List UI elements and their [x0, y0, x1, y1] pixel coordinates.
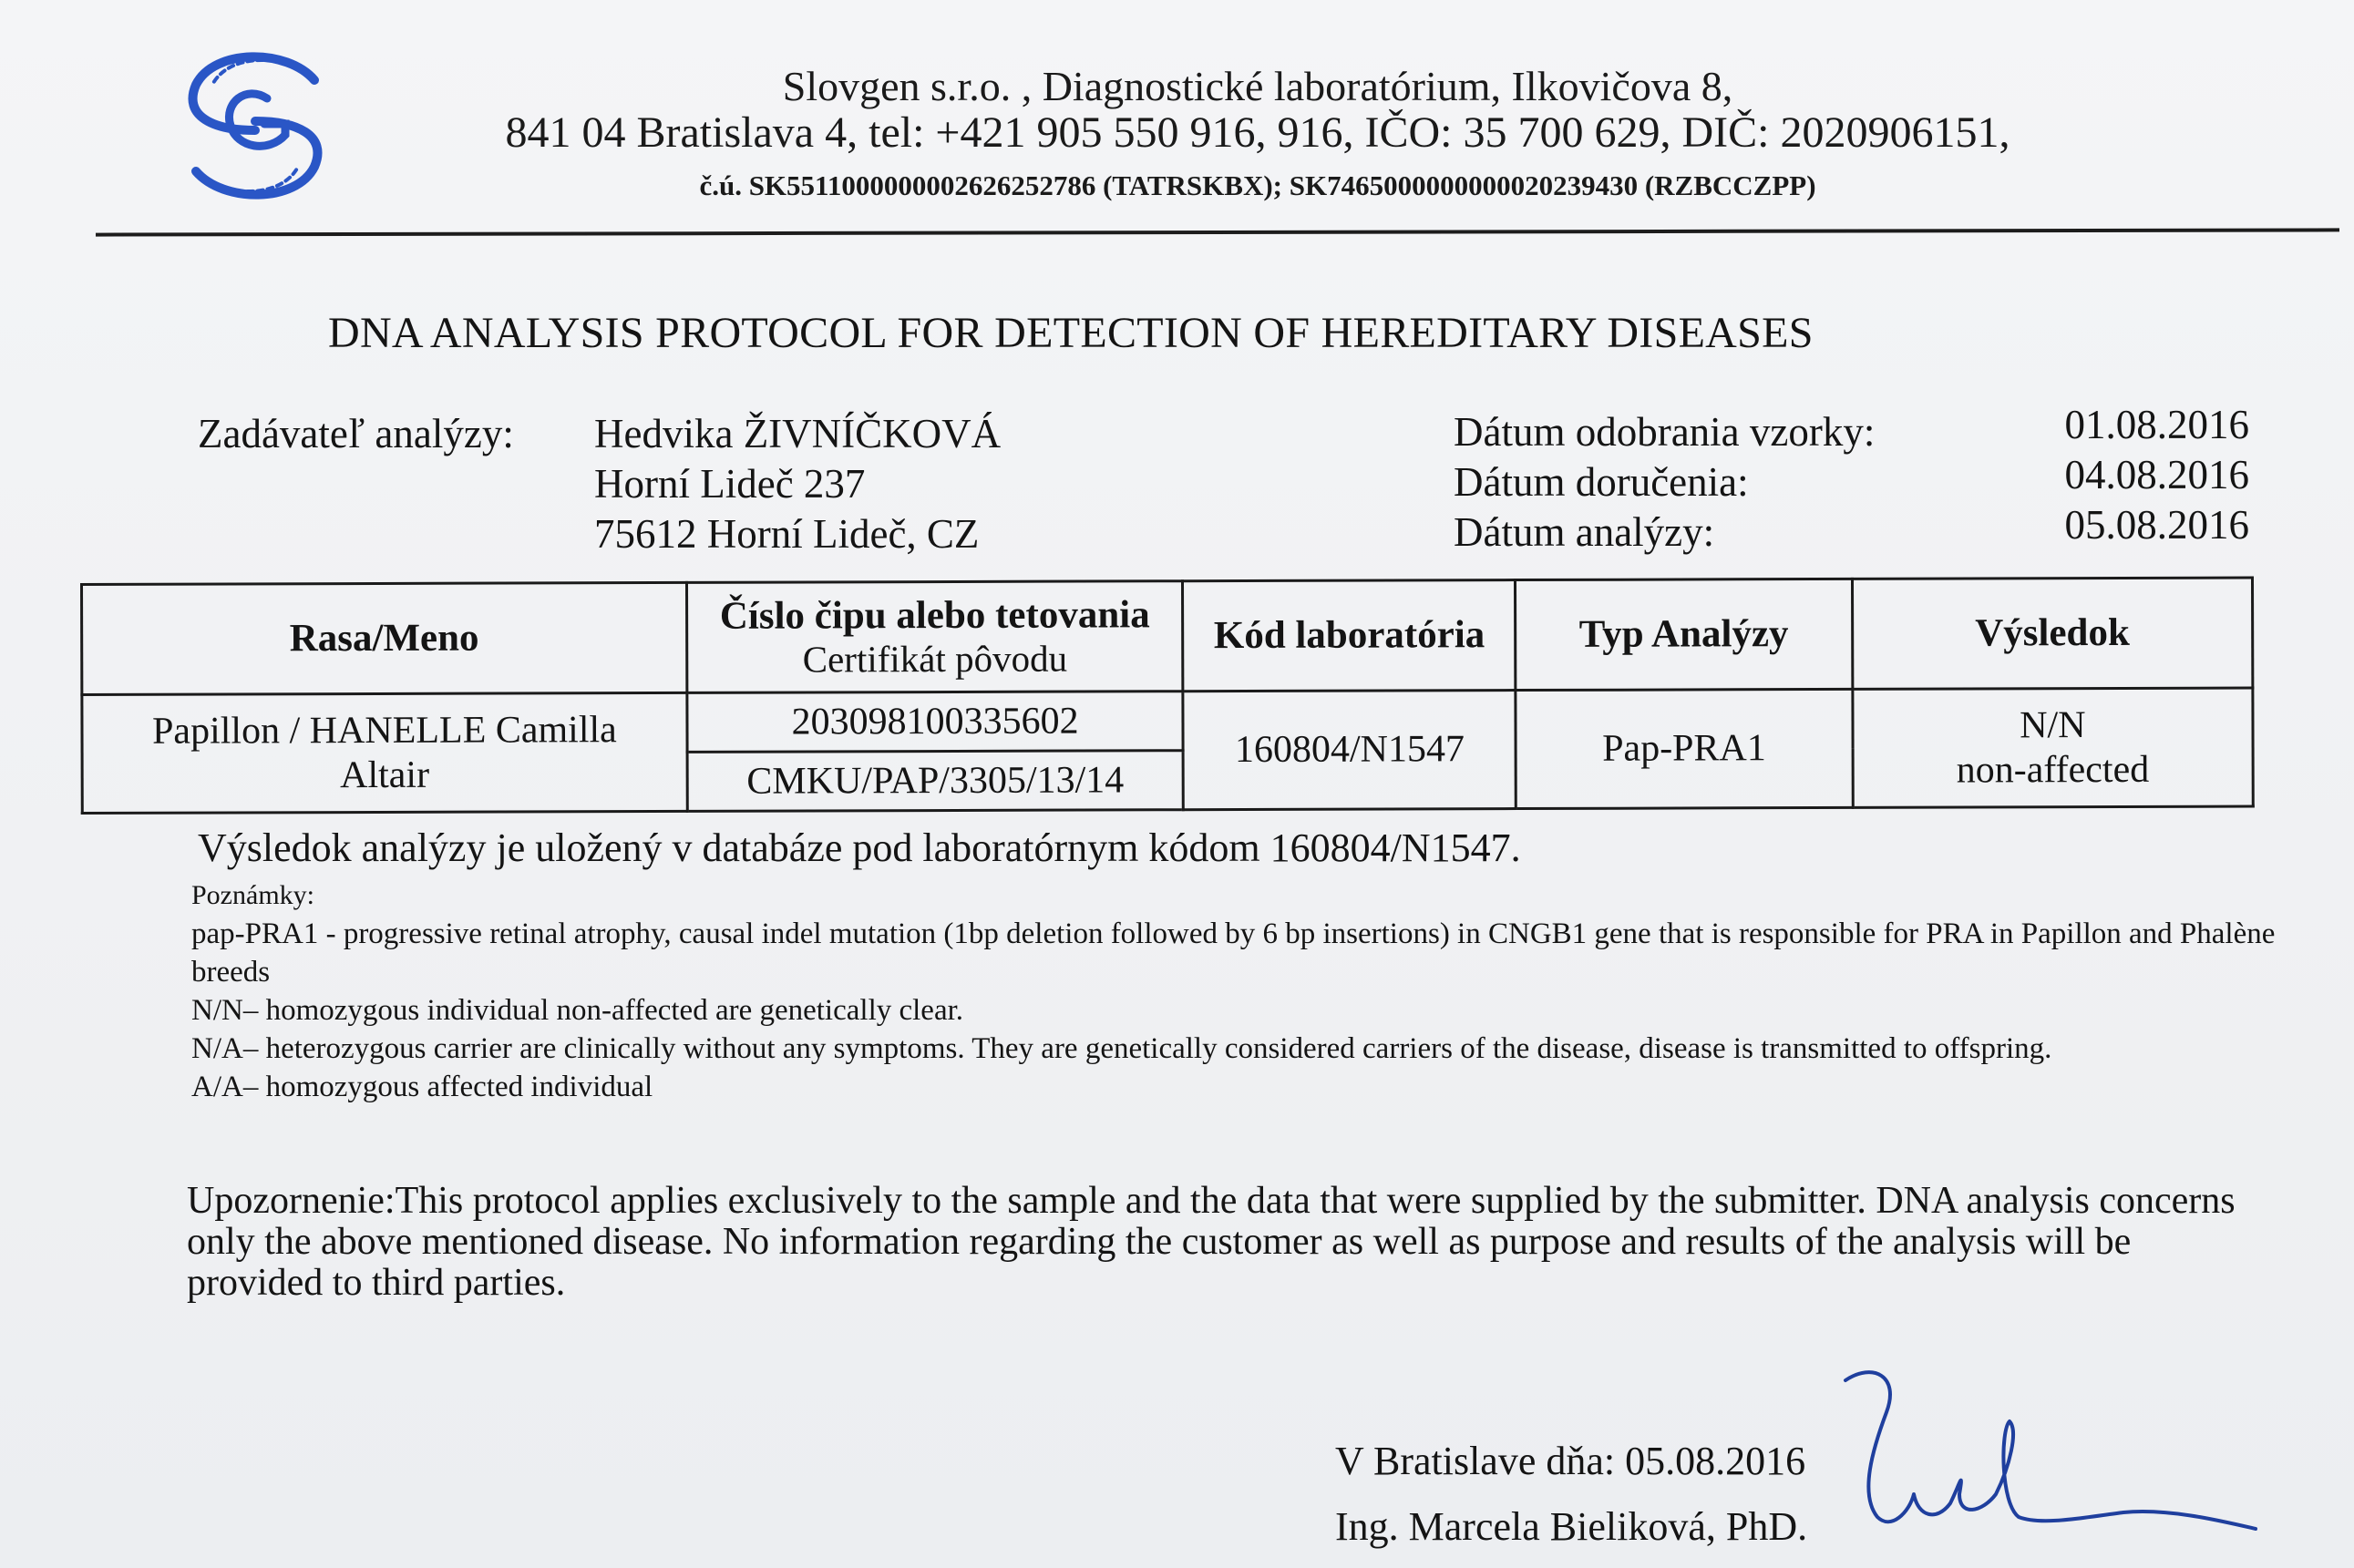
- document-title: DNA ANALYSIS PROTOCOL FOR DETECTION OF HEREDITARY DISEASES: [328, 309, 1814, 357]
- header-certificate-label: Certifikát pôvodu: [802, 637, 1068, 681]
- header-chip-label: Číslo čipu alebo tetovania: [719, 593, 1150, 638]
- cell-chip-number: 203098100335602: [687, 692, 1184, 753]
- header-analysis-type: Typ Analýzy: [1516, 579, 1853, 690]
- database-storage-note: Výsledok analýzy je uložený v databáze pod laboratórnym kódom 160804/N1547.: [198, 825, 1521, 870]
- result-text: non-affected: [1956, 748, 2150, 792]
- note-nn: N/N– homozygous individual non-affected are genetically clear.: [191, 994, 964, 1027]
- sample-date-value: 01.08.2016: [2064, 402, 2249, 447]
- submitter-city: 75612 Horní Lideč, CZ: [594, 511, 980, 557]
- delivery-date-value: 04.08.2016: [2064, 452, 2249, 497]
- cell-analysis-type: Pap-PRA1: [1516, 689, 1853, 808]
- analysis-date-label: Dátum analýzy:: [1454, 509, 1715, 555]
- breed-name-line-1: Papillon / HANELLE Camilla: [151, 709, 617, 753]
- disclaimer-notice: Upozornenie:This protocol applies exclusively to the sample and the data that were supplied by the submitter. DNA analysis concerns only the above mentioned disease. No information regarding the customer as well as purpose and results of the analysis will be provided to third parties.: [187, 1180, 2236, 1304]
- handwritten-signature: [1823, 1358, 2278, 1540]
- header-divider: [96, 228, 2339, 236]
- results-table: [80, 577, 2255, 815]
- cell-result: [1853, 688, 2254, 807]
- delivery-date-label: Dátum doručenia:: [1454, 459, 1749, 505]
- place-and-date: V Bratislave dňa: 05.08.2016: [1335, 1439, 1806, 1483]
- submitter-label: Zadávateľ analýzy:: [198, 411, 514, 456]
- header-breed-name: Rasa/Meno: [82, 582, 687, 694]
- note-pra1: pap-PRA1 - progressive retinal atrophy, causal indel mutation (1bp deletion followed by 6 bp insertions) in CNGB1 gene that is responsible for PRA in Papillon and Phalène breeds: [191, 917, 2276, 989]
- bank-accounts-line: č.ú. SK5511000000002626252786 (TATRSKBX); SK7465000000000020239430 (RZBCCZPP): [699, 169, 1816, 201]
- lab-address-line-1: Slovgen s.r.o. , Diagnostické laboratórium, Ilkovičova 8,: [782, 63, 1733, 109]
- note-na: N/A– heterozygous carrier are clinically without any symptoms. They are genetically considered carriers of the disease, disease is transmitted to offspring.: [191, 1032, 2052, 1065]
- table-row: [82, 688, 2253, 753]
- table-header-row: [82, 578, 2253, 694]
- cell-certificate: CMKU/PAP/3305/13/14: [687, 751, 1184, 812]
- header-result: Výsledok: [1852, 578, 2253, 689]
- submitter-name: Hedvika ŽIVNÍČKOVÁ: [594, 411, 1002, 456]
- lab-address-line-2: 841 04 Bratislava 4, tel: +421 905 550 916, 916, IČO: 35 700 629, DIČ: 2020906151,: [505, 108, 2010, 157]
- notes-heading: Poznámky:: [191, 880, 314, 910]
- slovgen-logo: [178, 44, 333, 208]
- breed-name-line-2: Altair: [339, 753, 430, 796]
- header-chip: [686, 581, 1183, 693]
- notes-section: [191, 876, 2278, 1106]
- signatory-name: Ing. Marcela Bieliková, PhD.: [1335, 1504, 1808, 1549]
- result-code: N/N: [2020, 704, 2086, 747]
- submitter-street: Horní Lideč 237: [594, 461, 866, 507]
- cell-breed-name: [82, 692, 687, 813]
- analysis-date-value: 05.08.2016: [2064, 502, 2249, 548]
- cell-lab-code: 160804/N1547: [1183, 691, 1516, 810]
- note-aa: A/A– homozygous affected individual: [191, 1071, 653, 1103]
- header-lab-code: Kód laboratória: [1183, 580, 1516, 692]
- sample-date-label: Dátum odobrania vzorky:: [1454, 409, 1876, 455]
